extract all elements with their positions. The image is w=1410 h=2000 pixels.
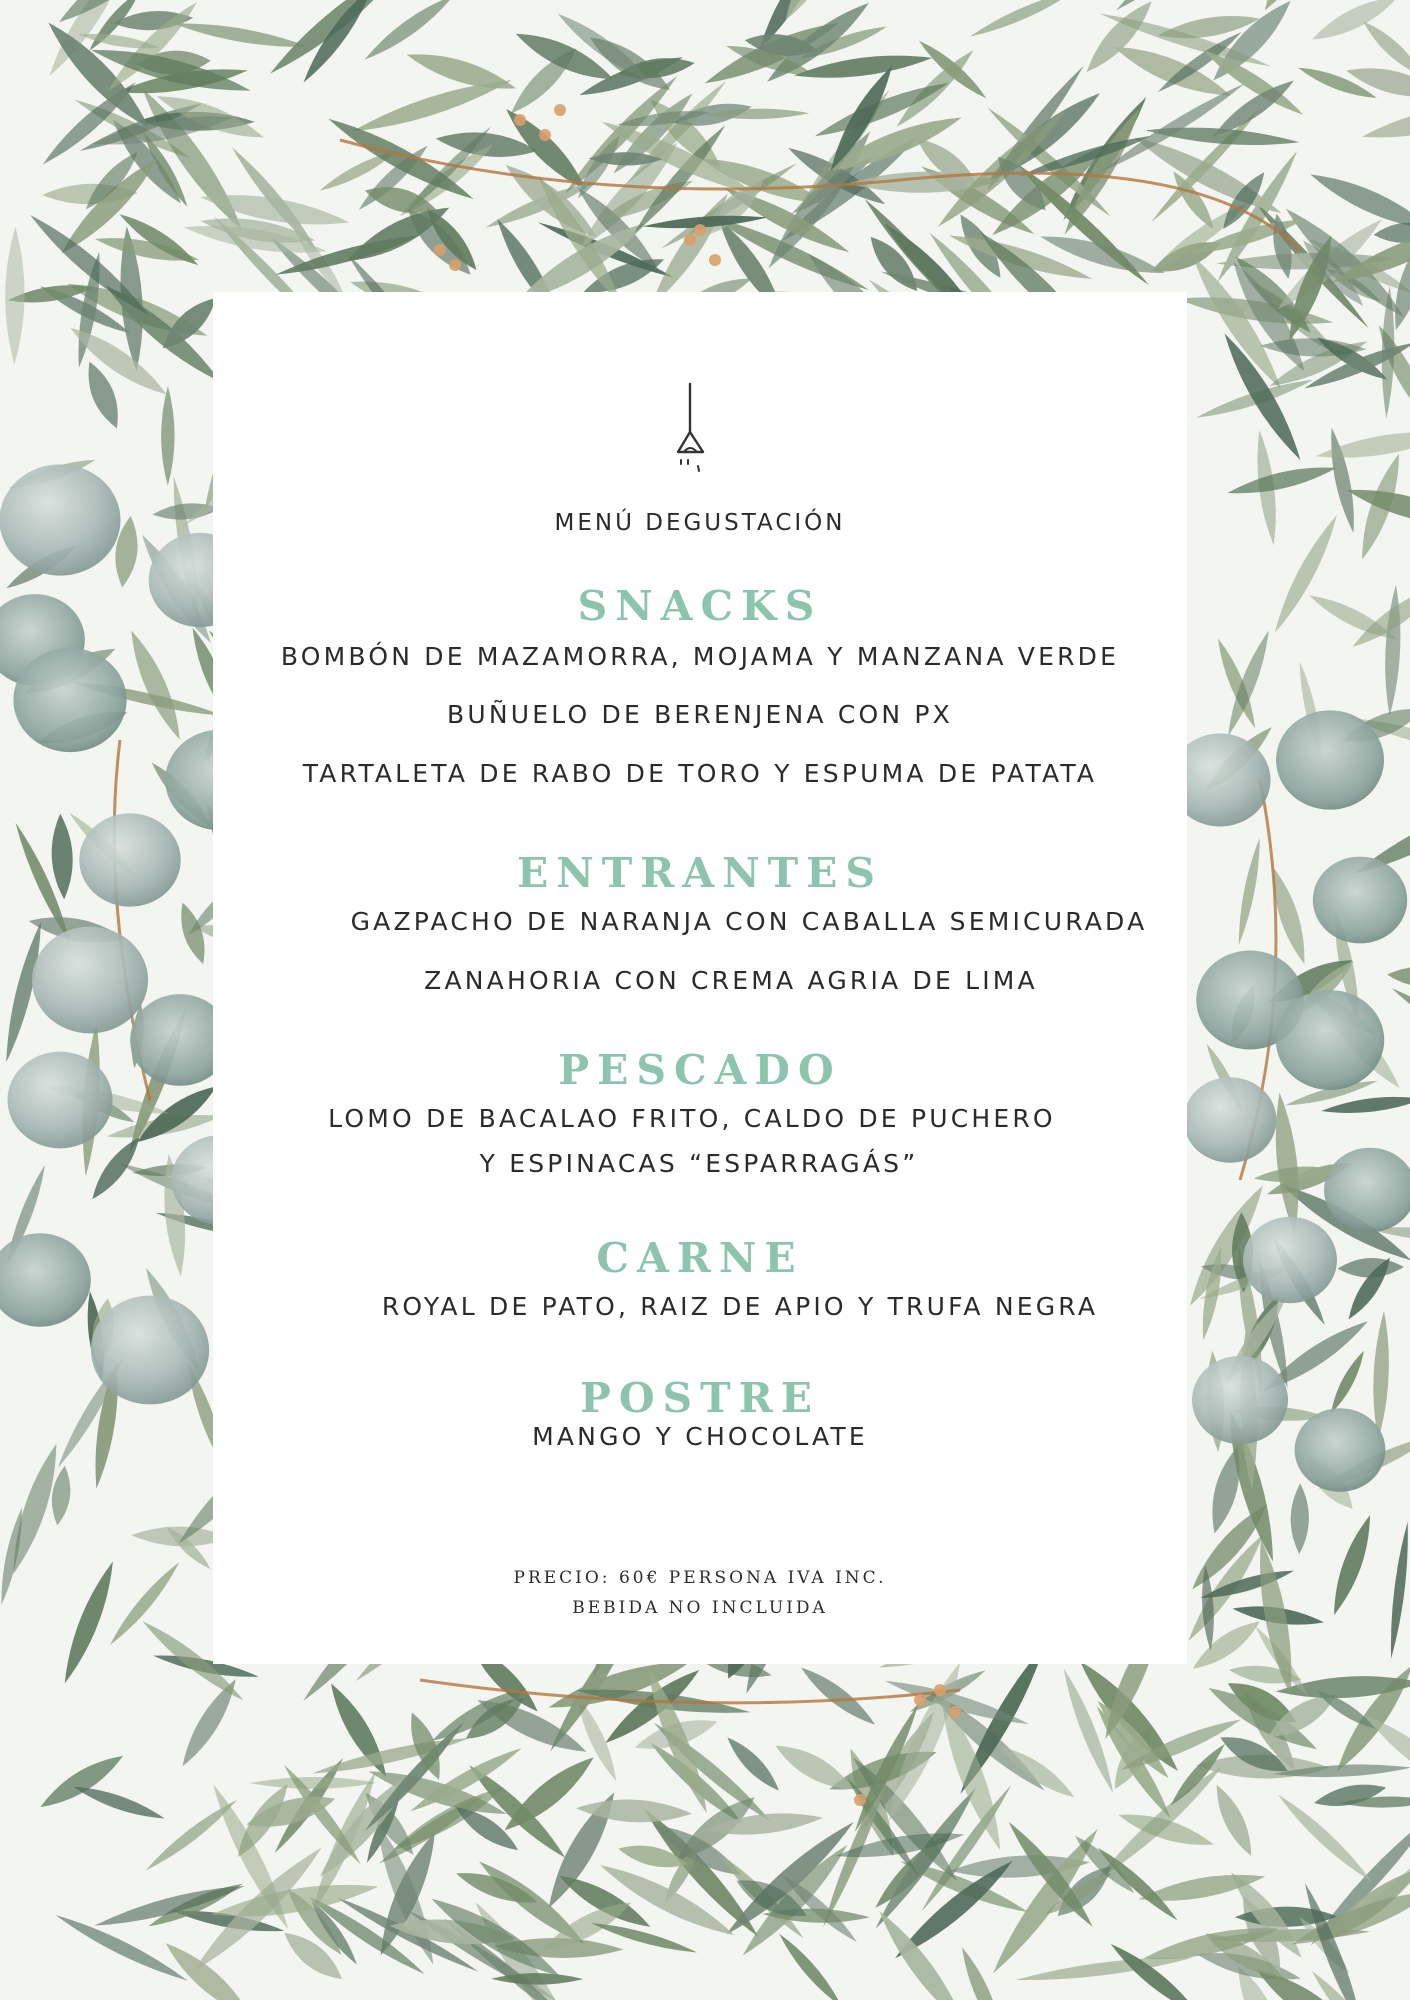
menu-title: MENÚ DEGUSTACIÓN [554,510,846,536]
section-heading-pescado: PESCADO [558,1046,842,1094]
section-heading-snacks: SNACKS [577,582,823,630]
menu-item: ZANAHORIA CON CREMA AGRIA DE LIMA [424,966,1038,995]
menu-item: GAZPACHO DE NARANJA CON CABALLA SEMICURADA [350,907,1148,936]
section-heading-carne: CARNE [596,1234,804,1282]
section-heading-entrantes: ENTRANTES [517,849,883,897]
section-heading-postre: POSTRE [580,1374,820,1422]
lamp-icon [670,382,710,492]
menu-item: BOMBÓN DE MAZAMORRA, MOJAMA Y MANZANA VERDE [280,642,1120,671]
menu-item: ROYAL DE PATO, RAIZ DE APIO Y TRUFA NEGRA [381,1292,1099,1321]
menu-item: Y ESPINACAS “ESPARRAGÁS” [479,1149,919,1178]
price-note: PRECIO: 60€ PERSONA IVA INC. [513,1568,887,1588]
menu-item: TARTALETA DE RABO DE TORO Y ESPUMA DE PATATA [302,759,1098,788]
menu-item: BUÑUELO DE BERENJENA CON PX [446,700,954,729]
menu-card [213,292,1187,1664]
drinks-note: BEBIDA NO INCLUIDA [572,1598,828,1618]
menu-item: LOMO DE BACALAO FRITO, CALDO DE PUCHERO [328,1104,1056,1133]
menu-item: MANGO Y CHOCOLATE [532,1422,868,1451]
